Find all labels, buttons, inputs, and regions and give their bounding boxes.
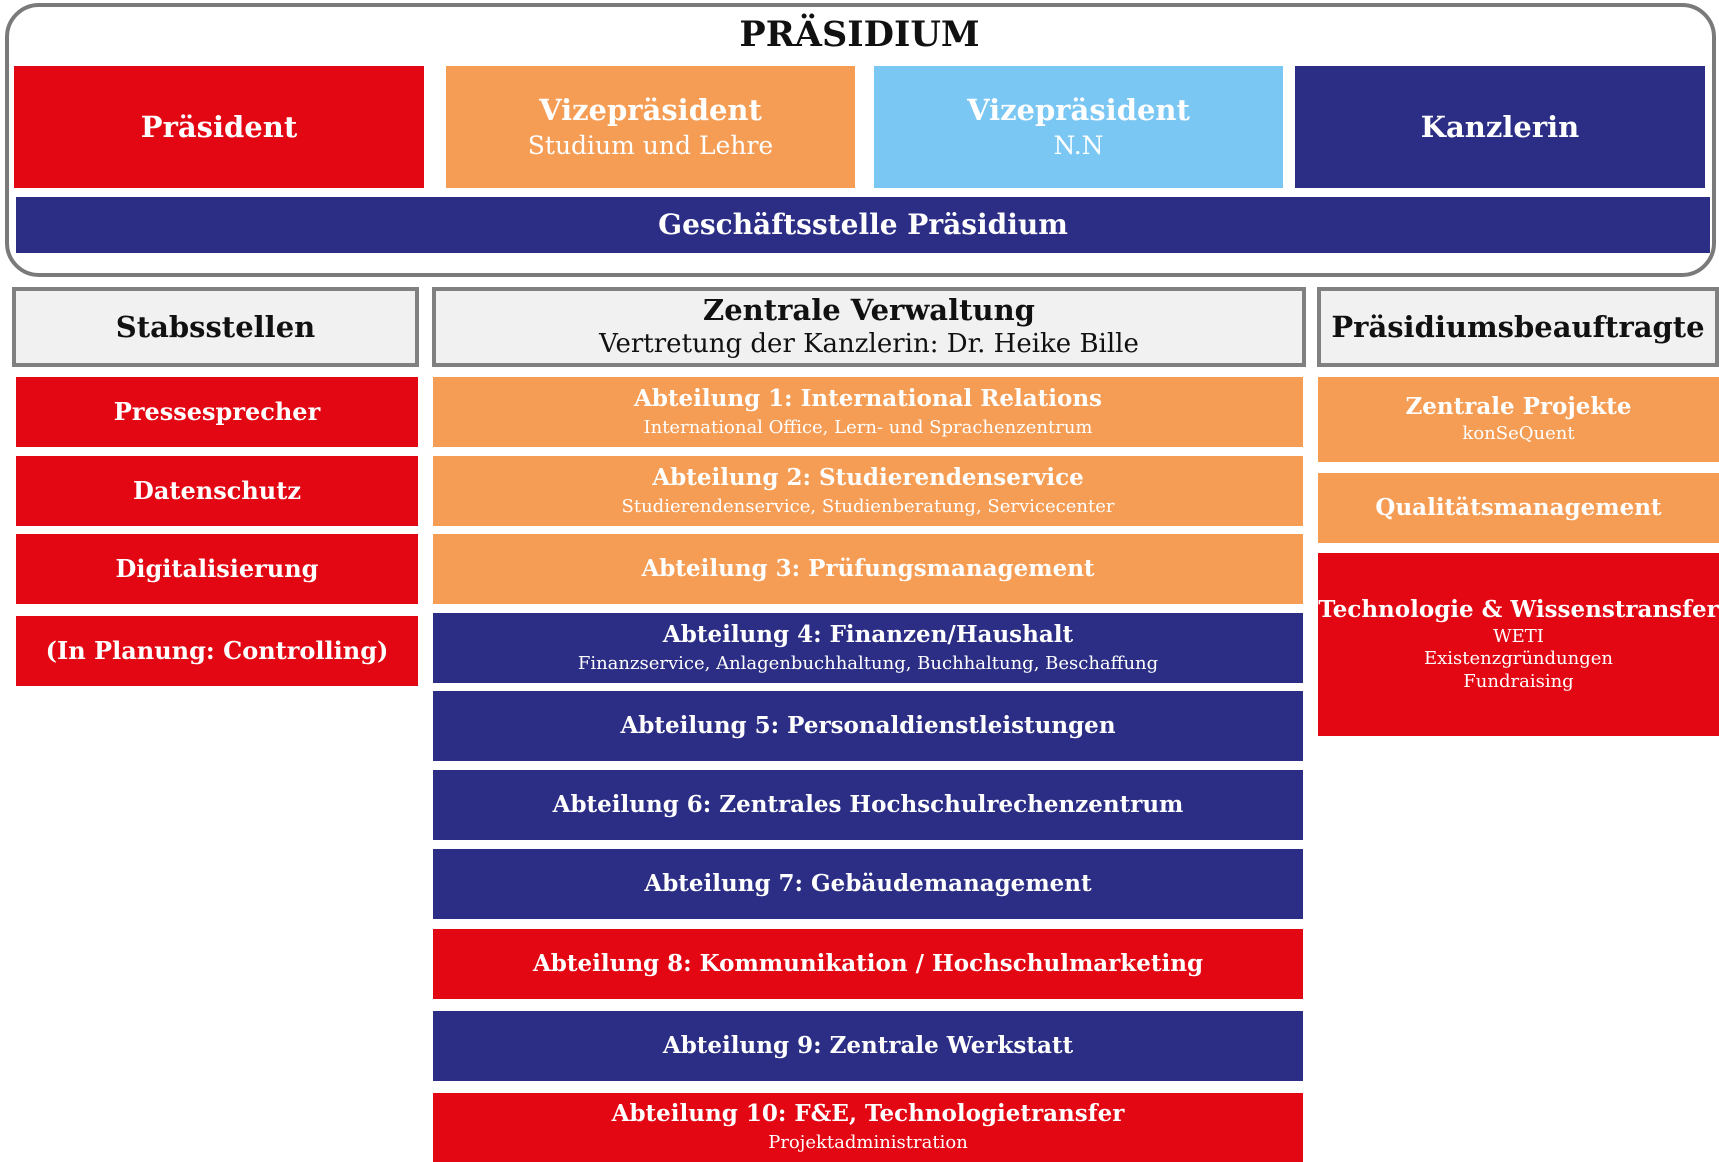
abteilung-title: Abteilung 8: Kommunikation / Hochschulmarketing: [532, 950, 1204, 978]
abteilung-title: Abteilung 7: Gebäudemanagement: [644, 870, 1092, 898]
beauftragte-title: Technologie & Wissenstransfer: [1318, 595, 1719, 623]
abteilung-3: [433, 534, 1303, 604]
beauftragte-title: Zentrale Projekte: [1405, 393, 1632, 421]
abteilung-2: [433, 456, 1303, 526]
beauftragte-title: Qualitätsmanagement: [1375, 494, 1662, 522]
praesident-title: Präsident: [140, 109, 298, 144]
praesidium-title: PRÄSIDIUM: [739, 14, 980, 55]
verwaltung-header-label: Zentrale Verwaltung: [703, 293, 1035, 328]
beauftragte-qualitaetsmanagement: [1318, 473, 1719, 543]
kanzlerin-title: Kanzlerin: [1420, 109, 1580, 144]
stabsstelle-label: Pressesprecher: [113, 396, 321, 426]
abteilung-subtitle: Finanzservice, Anlagenbuchhaltung, Buchhaltung, Beschaffung: [577, 652, 1159, 674]
kanzlerin-box: [1295, 66, 1705, 188]
abteilung-subtitle: Studierendenservice, Studienberatung, Servicecenter: [621, 495, 1115, 517]
abteilung-6: [433, 770, 1303, 840]
beauftragte-zentrale-projekte: [1318, 377, 1719, 462]
beauftragte-technologie: [1318, 553, 1719, 736]
abteilung-title: Abteilung 9: Zentrale Werkstatt: [662, 1032, 1074, 1060]
beauftragte-header: [1317, 287, 1719, 367]
vizepraesident-studium-subtitle: Studium und Lehre: [527, 130, 774, 160]
abteilung-title: Abteilung 3: Prüfungsmanagement: [641, 555, 1095, 583]
beauftragte-line: WETI: [1493, 625, 1544, 647]
geschaeftsstelle-box: [16, 197, 1710, 253]
abteilung-subtitle: International Office, Lern- und Sprachenzentrum: [643, 416, 1093, 438]
beauftragte-line: konSeQuent: [1462, 423, 1575, 445]
abteilung-title: Abteilung 1: International Relations: [633, 384, 1102, 412]
abteilung-1: [433, 377, 1303, 447]
vizepraesident-nn-box: [874, 66, 1283, 188]
stabsstelle-controlling: [16, 616, 418, 686]
stabsstelle-label: Datenschutz: [133, 475, 301, 505]
praesident-box: [14, 66, 424, 188]
vizepraesident-nn-subtitle: N.N: [1053, 130, 1104, 160]
beauftragte-line: Existenzgründungen: [1423, 648, 1614, 670]
vizepraesident-studium-box: [446, 66, 855, 188]
abteilung-title: Abteilung 5: Personaldienstleistungen: [620, 712, 1116, 740]
abteilung-title: Abteilung 6: Zentrales Hochschulrechenzentrum: [552, 791, 1184, 819]
abteilung-subtitle: Projektadministration: [768, 1132, 968, 1154]
beauftragte-line: Fundraising: [1463, 670, 1574, 692]
abteilung-7: [433, 849, 1303, 919]
abteilung-9: [433, 1011, 1303, 1081]
stabsstelle-digitalisierung: [16, 534, 418, 604]
abteilung-title: Abteilung 10: F&E, Technologietransfer: [611, 1100, 1125, 1128]
vizepraesident-studium-title: Vizepräsident: [539, 92, 762, 127]
verwaltung-subheader: Vertretung der Kanzlerin: Dr. Heike Bille: [599, 329, 1139, 360]
stabsstelle-label: Digitalisierung: [115, 553, 319, 583]
abteilung-8: [433, 929, 1303, 999]
stabsstelle-datenschutz: [16, 456, 418, 526]
abteilung-title: Abteilung 4: Finanzen/Haushalt: [662, 620, 1074, 648]
abteilung-4: [433, 613, 1303, 683]
stabsstelle-pressesprecher: [16, 377, 418, 447]
stabsstellen-header: [12, 287, 419, 367]
abteilung-10: [433, 1093, 1303, 1162]
stabsstelle-label: (In Planung: Controlling): [45, 635, 389, 665]
vizepraesident-nn-title: Vizepräsident: [967, 92, 1190, 127]
verwaltung-header: [432, 287, 1306, 367]
geschaeftsstelle-title: Geschäftsstelle Präsidium: [658, 208, 1068, 242]
abteilung-title: Abteilung 2: Studierendenservice: [652, 463, 1084, 491]
stabsstellen-header-label: Stabsstellen: [115, 309, 316, 344]
abteilung-5: [433, 691, 1303, 761]
beauftragte-header-label: Präsidiumsbeauftragte: [1331, 309, 1705, 344]
